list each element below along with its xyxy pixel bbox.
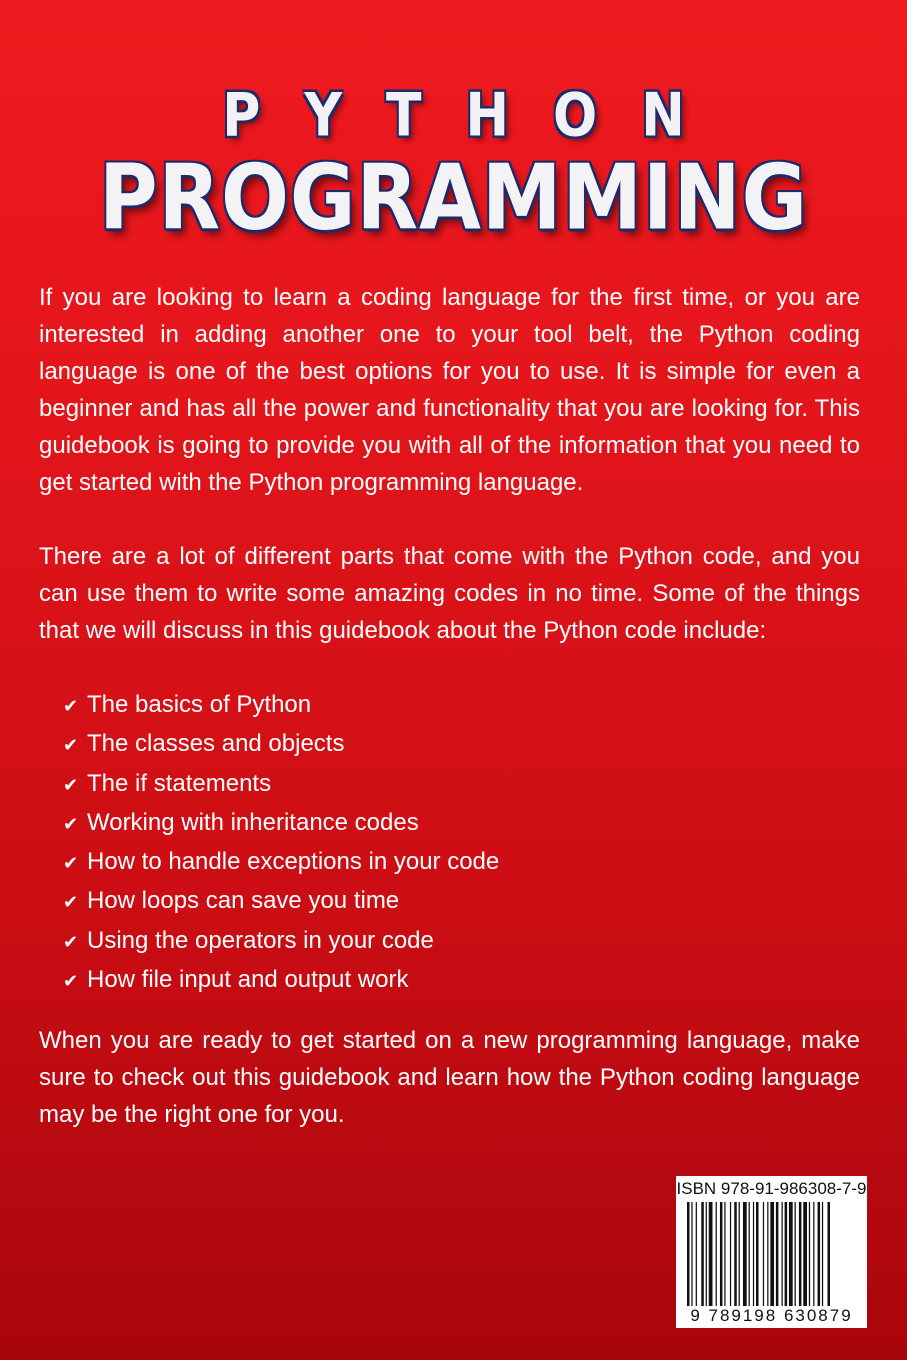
isbn-barcode <box>676 1176 867 1328</box>
barcode-digits: 9 789198 630879 <box>690 1306 853 1325</box>
check-icon: ✔ <box>63 696 79 717</box>
barcode-bar <box>770 1202 774 1306</box>
barcode-bar <box>716 1202 717 1306</box>
description-paragraph-1: If you are looking to learn a coding language for the first time, or you are interested in adding another one to your tool belt, the Python coding language is one of the best options for you to use. It is simple for even a beginner and has all the power and functionality that you are looking for. This guidebook is going to provide you with all of the information that you need to get started with the Python programming language. <box>39 284 860 496</box>
barcode-bar <box>739 1202 740 1306</box>
checklist-item: ✔ Using the operators in your code <box>63 922 499 961</box>
barcode-bar <box>822 1202 823 1306</box>
check-icon: ✔ <box>63 813 79 835</box>
checklist-item: ✔ The if statements <box>63 765 499 804</box>
topics-checklist <box>63 686 499 1000</box>
barcode-bar <box>701 1202 704 1306</box>
checklist-item: ✔ How file input and output work <box>63 961 499 1000</box>
barcode-bar <box>706 1202 707 1306</box>
check-icon: ✔ <box>63 853 79 875</box>
checklist-item: ✔ How loops can save you time <box>63 882 499 921</box>
barcode-bar <box>767 1202 768 1306</box>
barcode-bar <box>753 1202 754 1306</box>
checklist-item: ✔ The classes and objects <box>63 725 499 764</box>
barcode-bar <box>720 1202 723 1306</box>
barcode-bar <box>743 1202 747 1306</box>
barcode-bar <box>809 1202 810 1306</box>
barcode-bar <box>776 1202 779 1306</box>
barcode-bar <box>709 1202 713 1306</box>
barcode-bar <box>756 1202 759 1306</box>
checklist-item: ✔ The basics of Python <box>63 686 499 725</box>
check-icon: ✔ <box>63 892 79 914</box>
check-icon: ✔ <box>63 971 79 993</box>
barcode-bar <box>691 1202 692 1306</box>
barcode-bar <box>785 1202 788 1306</box>
check-icon: ✔ <box>63 931 79 953</box>
title-main: PROGRAMMING <box>98 145 809 251</box>
isbn-label: ISBN 978-91-986308-7-9 <box>676 1179 867 1198</box>
description-paragraph-2: There are a lot of different parts that come with the Python code, and you can use them to write some amazing codes in no time. Some of the things that we will discuss in this guidebook about the Python code include: <box>39 543 860 644</box>
barcode-bar <box>749 1202 750 1306</box>
barcode-bars <box>687 1202 859 1306</box>
barcode-bar <box>782 1202 783 1306</box>
checklist-item: ✔ How to handle exceptions in your code <box>63 843 499 882</box>
check-icon: ✔ <box>63 735 79 757</box>
barcode-bar <box>803 1202 807 1306</box>
barcode-bar <box>818 1202 821 1306</box>
barcode-bar <box>799 1202 802 1306</box>
barcode-bar <box>696 1202 697 1306</box>
barcode-bar <box>687 1202 690 1306</box>
barcode-bar <box>730 1202 731 1306</box>
check-icon: ✔ <box>63 774 79 796</box>
description-paragraph-3: When you are ready to get started on a new programming language, make sure to check out this guidebook and learn how the Python coding language may be the right one for you. <box>39 1027 860 1128</box>
barcode-bar <box>789 1202 793 1306</box>
barcode-bar <box>813 1202 814 1306</box>
title-top: PYTHON <box>222 81 729 151</box>
barcode-bar <box>734 1202 737 1306</box>
barcode-bar <box>828 1202 831 1306</box>
checklist-item: ✔ Working with inheritance codes <box>63 804 499 843</box>
barcode-bar <box>795 1202 796 1306</box>
barcode-bar <box>763 1202 764 1306</box>
barcode-bar <box>724 1202 725 1306</box>
